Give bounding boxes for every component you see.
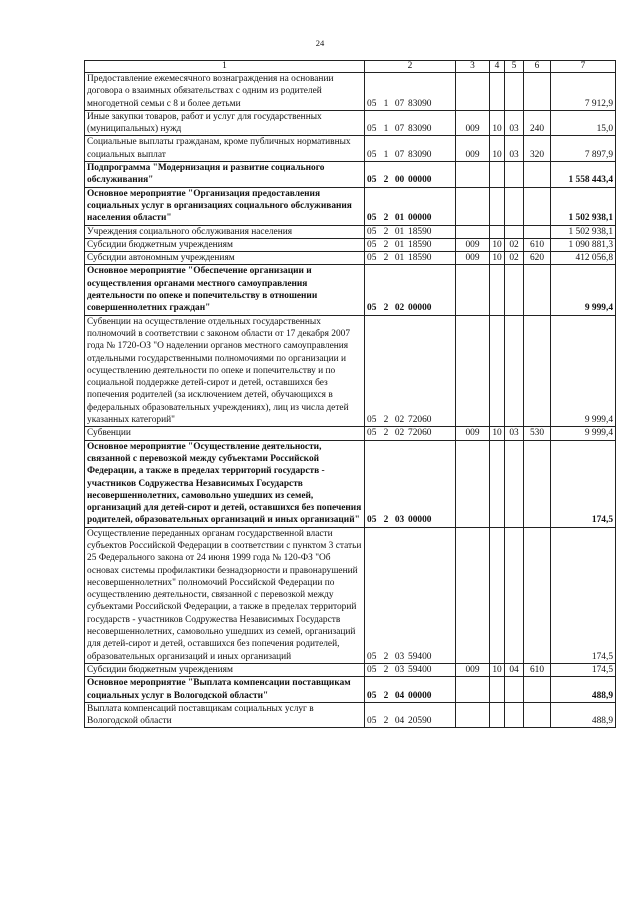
code-direction: 83090 [408, 98, 432, 109]
row-expense-type [524, 440, 551, 527]
row-grbs [456, 187, 490, 225]
code-program: 05 [367, 226, 377, 237]
row-subsection [505, 265, 524, 315]
code-subprogram: 1 [383, 98, 389, 109]
table-row [85, 162, 616, 188]
row-section: 10 [490, 663, 505, 676]
header-cell: 7 [551, 61, 616, 73]
code-activity: 02 [394, 303, 405, 314]
code-direction: 59400 [408, 651, 432, 662]
row-section [490, 440, 505, 527]
code-subprogram: 2 [383, 651, 389, 662]
row-subsection: 03 [505, 136, 524, 162]
budget-table [84, 60, 616, 728]
code-activity: 03 [394, 651, 405, 662]
row-subsection [505, 677, 524, 703]
code-subprogram: 2 [383, 690, 389, 701]
row-section: 10 [490, 136, 505, 162]
row-grbs: 009 [456, 427, 490, 440]
row-subsection [505, 73, 524, 111]
row-amount: 9 999,4 [551, 315, 616, 427]
row-subsection [505, 225, 524, 238]
row-grbs: 009 [456, 238, 490, 251]
row-code [365, 73, 456, 111]
page-number: 24 [315, 38, 325, 48]
row-name: Субвенции [85, 427, 365, 440]
row-amount: 488,9 [551, 677, 616, 703]
row-expense-type [524, 702, 551, 728]
header-cell: 5 [505, 61, 524, 73]
row-section [490, 315, 505, 427]
code-program: 05 [367, 428, 377, 439]
code-subprogram: 2 [383, 175, 389, 186]
row-expense-type [524, 162, 551, 188]
row-section [490, 677, 505, 703]
row-expense-type [524, 265, 551, 315]
row-section: 10 [490, 110, 505, 136]
code-subprogram: 2 [383, 226, 389, 237]
table-row [85, 440, 616, 527]
row-amount: 7 897,9 [551, 136, 616, 162]
row-section [490, 527, 505, 663]
row-expense-type [524, 225, 551, 238]
code-direction: 59400 [408, 664, 432, 675]
row-expense-type: 240 [524, 110, 551, 136]
row-expense-type: 530 [524, 427, 551, 440]
row-section [490, 187, 505, 225]
row-code [365, 252, 456, 265]
row-grbs: 009 [456, 663, 490, 676]
row-grbs [456, 73, 490, 111]
table-row [85, 527, 616, 663]
row-subsection [505, 162, 524, 188]
row-amount: 174,5 [551, 663, 616, 676]
row-amount: 9 999,4 [551, 427, 616, 440]
code-direction: 00000 [408, 690, 432, 701]
code-direction: 18590 [408, 253, 432, 264]
row-grbs: 009 [456, 110, 490, 136]
row-expense-type [524, 527, 551, 663]
header-cell: 3 [456, 61, 490, 73]
code-program: 05 [367, 175, 377, 186]
row-expense-type: 610 [524, 238, 551, 251]
row-grbs [456, 225, 490, 238]
code-subprogram: 1 [383, 124, 389, 135]
budget-table-body [85, 61, 616, 728]
row-amount: 174,5 [551, 527, 616, 663]
code-activity: 04 [394, 690, 405, 701]
row-subsection: 02 [505, 252, 524, 265]
header-cell: 2 [365, 61, 456, 73]
row-subsection [505, 440, 524, 527]
row-code [365, 238, 456, 251]
row-code [365, 315, 456, 427]
row-amount: 412 056,8 [551, 252, 616, 265]
row-amount: 9 999,4 [551, 265, 616, 315]
table-row [85, 702, 616, 728]
row-amount: 7 912,9 [551, 73, 616, 111]
row-section: 10 [490, 427, 505, 440]
row-section [490, 265, 505, 315]
header-cell: 1 [85, 61, 365, 73]
row-code [365, 187, 456, 225]
row-amount: 1 502 938,1 [551, 225, 616, 238]
code-subprogram: 2 [383, 253, 389, 264]
row-name: Подпрограмма "Модернизация и развитие социального обслуживания" [85, 162, 365, 188]
row-grbs: 009 [456, 252, 490, 265]
table-row [85, 663, 616, 676]
code-activity: 03 [394, 664, 405, 675]
row-amount: 1 502 938,1 [551, 187, 616, 225]
code-activity: 01 [394, 226, 405, 237]
row-subsection [505, 187, 524, 225]
row-subsection: 03 [505, 427, 524, 440]
code-subprogram: 2 [383, 716, 389, 727]
code-direction: 00000 [408, 213, 432, 224]
row-name: Социальные выплаты гражданам, кроме публичных нормативных социальных выплат [85, 136, 365, 162]
code-subprogram: 2 [383, 303, 389, 314]
row-section: 10 [490, 252, 505, 265]
row-expense-type [524, 73, 551, 111]
code-activity: 01 [394, 239, 405, 250]
row-expense-type: 620 [524, 252, 551, 265]
row-expense-type [524, 677, 551, 703]
row-amount: 174,5 [551, 440, 616, 527]
table-row [85, 677, 616, 703]
code-activity: 07 [394, 149, 405, 160]
row-grbs [456, 702, 490, 728]
row-subsection [505, 702, 524, 728]
code-program: 05 [367, 124, 377, 135]
table-row [85, 187, 616, 225]
code-program: 05 [367, 690, 377, 701]
table-header-row [85, 61, 616, 73]
row-name: Учреждения социального обслуживания населения [85, 225, 365, 238]
row-grbs: 009 [456, 136, 490, 162]
code-activity: 01 [394, 213, 405, 224]
row-code [365, 225, 456, 238]
row-name: Субсидии бюджетным учреждениям [85, 238, 365, 251]
code-subprogram: 2 [383, 428, 389, 439]
row-name: Осуществление переданных органам государственной власти субъектов Российской Федерации в соответствии с пунктом 3 статьи 25 Федерального закона от 24 июня 1999 года № 120-ФЗ "Об основах системы профилактики безнадзорности и правонарушений несовершеннолетних" полномочий Российской Федерации по осуществлению деятельности, связанной с перевозкой между субъектами Российской Федерации, а также в пределах территорий государств - участников Содружества Независимых Государств несовершеннолетних, самовольно ушедших из семей, организаций для детей-сирот и детей, оставшихся без попечения родителей, образовательных организаций и иных организаций [85, 527, 365, 663]
row-grbs [456, 440, 490, 527]
code-direction: 83090 [408, 149, 432, 160]
row-code [365, 265, 456, 315]
code-program: 05 [367, 515, 377, 526]
code-activity: 00 [394, 175, 405, 186]
code-direction: 83090 [408, 124, 432, 135]
code-subprogram: 2 [383, 213, 389, 224]
code-program: 05 [367, 716, 377, 727]
row-name: Предоставление ежемесячного вознаграждения на основании договора о взаимных обязательствах с одним из родителей многодетной семьи с 8 и более детьми [85, 73, 365, 111]
table-row [85, 252, 616, 265]
row-code [365, 110, 456, 136]
code-program: 05 [367, 415, 377, 426]
code-activity: 02 [394, 415, 405, 426]
row-section [490, 702, 505, 728]
code-direction: 00000 [408, 175, 432, 186]
row-amount: 1 558 443,4 [551, 162, 616, 188]
code-activity: 04 [394, 716, 405, 727]
code-activity: 03 [394, 515, 405, 526]
table-row [85, 225, 616, 238]
row-section [490, 225, 505, 238]
row-subsection: 03 [505, 110, 524, 136]
row-name: Выплата компенсаций поставщикам социальных услуг в Вологодской области [85, 702, 365, 728]
row-name: Основное мероприятие "Выплата компенсации поставщикам социальных услуг в Вологодской области" [85, 677, 365, 703]
row-amount: 15,0 [551, 110, 616, 136]
code-subprogram: 2 [383, 515, 389, 526]
row-name: Основное мероприятие "Организация предоставления социальных услуг в организациях социального обслуживания населения области" [85, 187, 365, 225]
row-grbs [456, 162, 490, 188]
row-expense-type [524, 315, 551, 427]
row-code [365, 702, 456, 728]
code-program: 05 [367, 651, 377, 662]
code-program: 05 [367, 213, 377, 224]
code-subprogram: 2 [383, 664, 389, 675]
row-grbs [456, 265, 490, 315]
code-activity: 02 [394, 428, 405, 439]
row-code [365, 677, 456, 703]
code-program: 05 [367, 664, 377, 675]
row-subsection [505, 527, 524, 663]
table-row [85, 136, 616, 162]
row-name: Субсидии бюджетным учреждениям [85, 663, 365, 676]
code-direction: 00000 [408, 515, 432, 526]
code-program: 05 [367, 303, 377, 314]
row-subsection: 04 [505, 663, 524, 676]
row-amount: 1 090 881,3 [551, 238, 616, 251]
row-code [365, 136, 456, 162]
code-direction: 72060 [408, 415, 432, 426]
code-program: 05 [367, 239, 377, 250]
row-name: Основное мероприятие "Осуществление деятельности, связанной с перевозкой между субъектами Российской Федерации, а также в пределах территорий государств - участников Содружества Независимых Государств несовершеннолетних, самовольно ушедших из семей, организаций для детей-сирот и детей, оставшихся без попечения родителей, образовательных организаций и иных организаций" [85, 440, 365, 527]
code-activity: 07 [394, 98, 405, 109]
row-grbs [456, 527, 490, 663]
row-grbs [456, 315, 490, 427]
row-code [365, 162, 456, 188]
code-subprogram: 2 [383, 239, 389, 250]
header-cell: 6 [524, 61, 551, 73]
table-row [85, 110, 616, 136]
row-name: Субсидии автономным учреждениям [85, 252, 365, 265]
code-direction: 18590 [408, 226, 432, 237]
row-section [490, 73, 505, 111]
code-subprogram: 1 [383, 149, 389, 160]
row-code [365, 427, 456, 440]
code-direction: 00000 [408, 303, 432, 314]
row-expense-type: 320 [524, 136, 551, 162]
row-section: 10 [490, 238, 505, 251]
table-row [85, 427, 616, 440]
row-name: Субвенции на осуществление отдельных государственных полномочий в соответствии с законом области от 17 декабря 2007 года № 1720-ОЗ "О наделении органов местного самоуправления отдельными государственными полномочиями по организации и осуществлению деятельности по опеке и попечительству и по социальной поддержке детей-сирот и детей, оставшихся без попечения родителей (за исключением детей, обучающихся в федеральных образовательных учреждениях), лиц из числа детей указанных категорий" [85, 315, 365, 427]
table-row [85, 315, 616, 427]
code-program: 05 [367, 98, 377, 109]
code-direction: 20590 [408, 716, 432, 727]
table-row [85, 73, 616, 111]
code-direction: 18590 [408, 239, 432, 250]
code-program: 05 [367, 253, 377, 264]
row-expense-type: 610 [524, 663, 551, 676]
code-activity: 01 [394, 253, 405, 264]
row-name: Иные закупки товаров, работ и услуг для государственных (муниципальных) нужд [85, 110, 365, 136]
row-grbs [456, 677, 490, 703]
row-code [365, 527, 456, 663]
header-cell: 4 [490, 61, 505, 73]
code-direction: 72060 [408, 428, 432, 439]
code-subprogram: 2 [383, 415, 389, 426]
code-activity: 07 [394, 124, 405, 135]
row-subsection: 02 [505, 238, 524, 251]
row-name: Основное мероприятие "Обеспечение организации и осуществления органами местного самоуправления деятельности по опеке и попечительству в отношении совершеннолетних граждан" [85, 265, 365, 315]
row-code [365, 440, 456, 527]
row-code [365, 663, 456, 676]
row-section [490, 162, 505, 188]
row-amount: 488,9 [551, 702, 616, 728]
row-expense-type [524, 187, 551, 225]
row-subsection [505, 315, 524, 427]
table-row [85, 265, 616, 315]
table-row [85, 238, 616, 251]
code-program: 05 [367, 149, 377, 160]
